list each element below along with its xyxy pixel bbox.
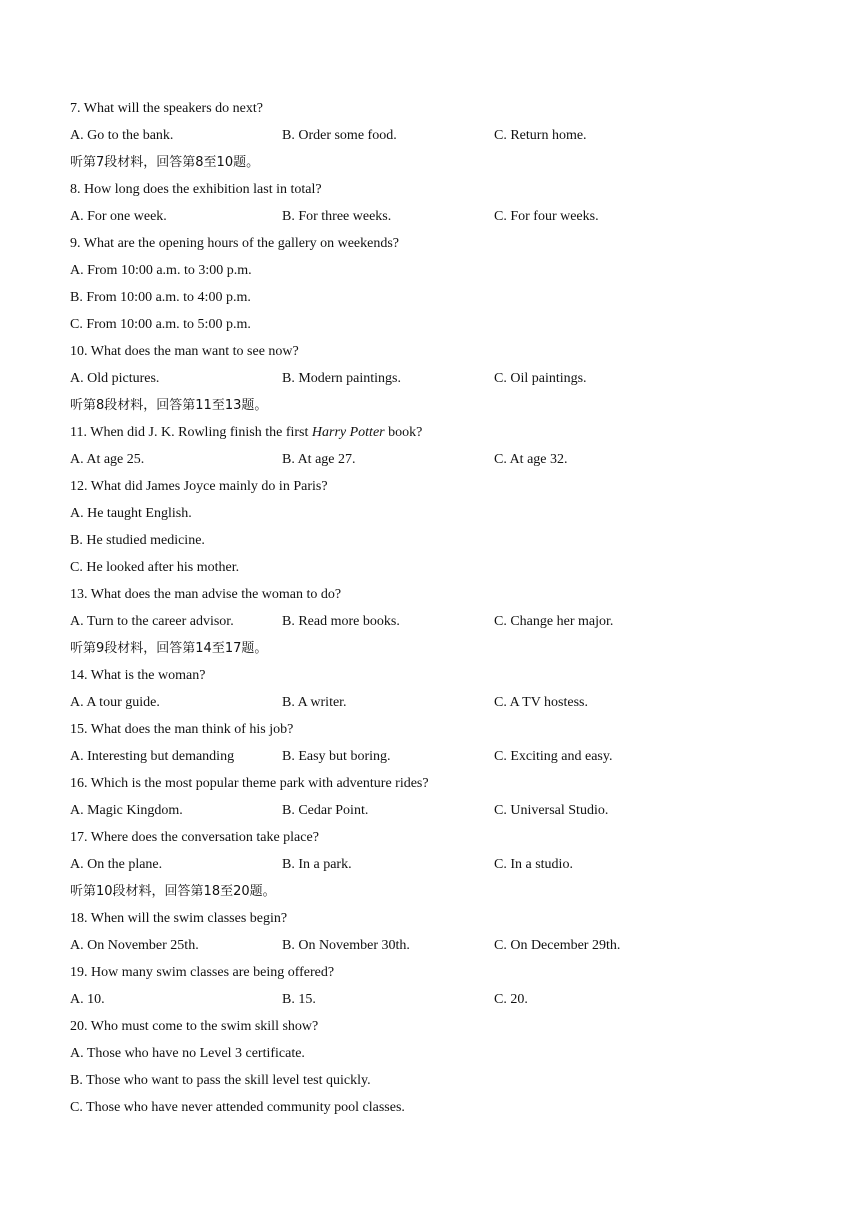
question-10: 10. What does the man want to see now? (70, 344, 299, 359)
option-20b: B. Those who want to pass the skill level test quickly. (70, 1073, 371, 1088)
option-14a: A. A tour guide. (70, 695, 160, 710)
section-heading-8: 听第8段材料，回答第11至13题。 (70, 398, 268, 413)
option-9c: C. From 10:00 a.m. to 5:00 p.m. (70, 317, 251, 332)
question-20: 20. Who must come to the swim skill show? (70, 1019, 319, 1034)
option-10a: A. Old pictures. (70, 371, 160, 386)
option-15a: A. Interesting but demanding (70, 749, 235, 764)
option-13a: A. Turn to the career advisor. (70, 614, 234, 629)
option-17b: B. In a park. (282, 857, 352, 872)
section-heading-7: 听第7段材料，回答第8至10题。 (70, 155, 260, 170)
question-14: 14. What is the woman? (70, 668, 206, 683)
option-15b: B. Easy but boring. (282, 749, 391, 764)
option-18c: C. On December 29th. (494, 938, 621, 953)
option-8b: B. For three weeks. (282, 209, 392, 224)
question-11 (70, 419, 422, 446)
option-7b: B. Order some food. (282, 128, 397, 143)
option-10c: C. Oil paintings. (494, 371, 587, 386)
option-13c: C. Change her major. (494, 614, 614, 629)
option-18a: A. On November 25th. (70, 938, 199, 953)
question-16: 16. Which is the most popular theme park with adventure rides? (70, 776, 429, 791)
question-11-text-end: book? (384, 425, 423, 440)
option-12b: B. He studied medicine. (70, 533, 205, 548)
option-8a: A. For one week. (70, 209, 167, 224)
option-16a: A. Magic Kingdom. (70, 803, 183, 818)
option-16c: C. Universal Studio. (494, 803, 609, 818)
option-7c: C. Return home. (494, 128, 587, 143)
option-19a: A. 10. (70, 992, 105, 1007)
option-10b: B. Modern paintings. (282, 371, 401, 386)
option-7a: A. Go to the bank. (70, 128, 174, 143)
question-17: 17. Where does the conversation take place? (70, 830, 319, 845)
option-20a: A. Those who have no Level 3 certificate. (70, 1046, 305, 1061)
option-12c: C. He looked after his mother. (70, 560, 240, 575)
question-11-book-title: Harry Potter (311, 425, 385, 440)
option-17c: C. In a studio. (494, 857, 573, 872)
option-11b: B. At age 27. (282, 452, 356, 467)
option-16b: B. Cedar Point. (282, 803, 369, 818)
question-15: 15. What does the man think of his job? (70, 722, 294, 737)
option-11a: A. At age 25. (70, 452, 145, 467)
option-14b: B. A writer. (282, 695, 347, 710)
option-19c: C. 20. (494, 992, 528, 1007)
question-7: 7. What will the speakers do next? (70, 101, 263, 116)
option-15c: C. Exciting and easy. (494, 749, 613, 764)
option-19b: B. 15. (282, 992, 316, 1007)
option-9b: B. From 10:00 a.m. to 4:00 p.m. (70, 290, 251, 305)
question-8: 8. How long does the exhibition last in total? (70, 182, 322, 197)
question-11-text: 11. When did J. K. Rowling finish the first (70, 425, 312, 440)
section-heading-10: 听第10段材料，回答第18至20题。 (70, 884, 276, 899)
option-13b: B. Read more books. (282, 614, 400, 629)
question-18: 18. When will the swim classes begin? (70, 911, 288, 926)
option-14c: C. A TV hostess. (494, 695, 589, 710)
option-8c: C. For four weeks. (494, 209, 599, 224)
option-20c: C. Those who have never attended community pool classes. (70, 1100, 405, 1115)
question-12: 12. What did James Joyce mainly do in Paris? (70, 479, 328, 494)
option-12a: A. He taught English. (70, 506, 192, 521)
option-17a: A. On the plane. (70, 857, 163, 872)
section-heading-9: 听第9段材料，回答第14至17题。 (70, 641, 268, 656)
question-19: 19. How many swim classes are being offered? (70, 965, 335, 980)
question-9: 9. What are the opening hours of the gallery on weekends? (70, 236, 400, 251)
option-11c: C. At age 32. (494, 452, 568, 467)
question-13: 13. What does the man advise the woman to do? (70, 587, 342, 602)
option-18b: B. On November 30th. (282, 938, 410, 953)
option-9a: A. From 10:00 a.m. to 3:00 p.m. (70, 263, 252, 278)
